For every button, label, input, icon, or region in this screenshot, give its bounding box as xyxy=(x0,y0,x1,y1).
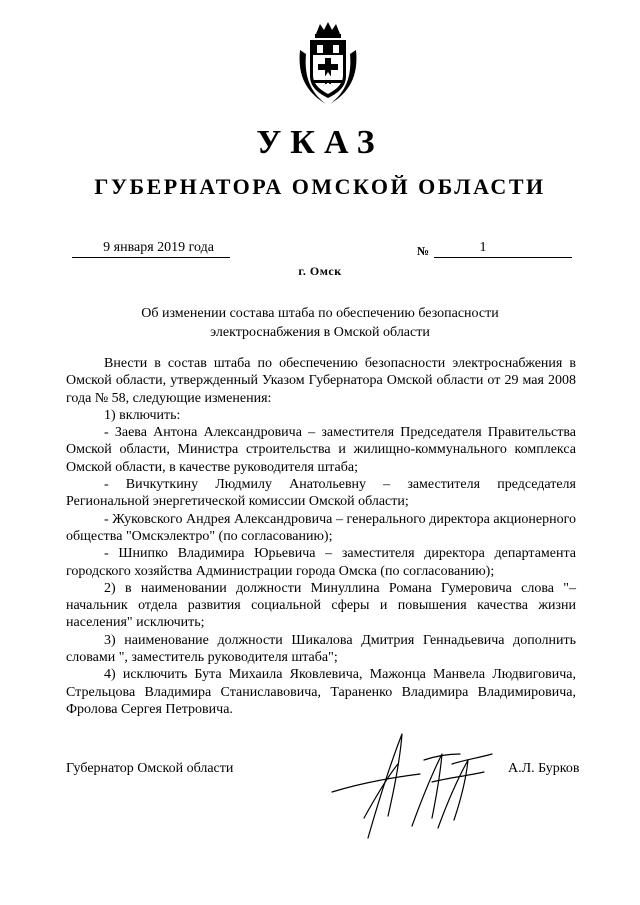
document-title: УКАЗ xyxy=(256,124,384,161)
heading-line-1: Об изменении состава штаба по обеспечению безопасности xyxy=(141,306,499,321)
city: г. Омск xyxy=(298,264,342,278)
body-paragraph: 1) включить: xyxy=(104,407,181,423)
body-paragraph: Внести в состав штаба по обеспечению безопасности электроснабжения в Омской области, утвержденный Указом Губернатора Омской области от 29 мая 2008 года № 58, следующие изменения: xyxy=(66,356,576,406)
body-paragraph: 3) наименование должности Шикалова Дмитрия Геннадьевича дополнить словами ", заместитель руководителя штаба"; xyxy=(66,632,576,666)
heading-line-2: электроснабжения в Омской области xyxy=(210,325,430,340)
number-label: № xyxy=(417,244,430,258)
signatory-name: А.Л. Бурков xyxy=(508,761,580,776)
document-date: 9 января 2019 года xyxy=(72,239,230,258)
document-number: 1 xyxy=(434,239,572,258)
body-paragraph: - Заева Антона Александровича – заместителя Председателя Правительства Омской области, Министра строительства и жилищно-коммунального комплекса Омской области, в качестве руководителя штаба; xyxy=(66,425,576,475)
body-paragraph: 2) в наименовании должности Минуллина Романа Гумеровича слова "– начальник отдела развития социальной сферы и повышения качества жизни населения" исключить; xyxy=(66,580,576,631)
body-paragraph: 4) исключить Бута Михаила Яковлевича, Мажонца Манвела Людвиговича, Стрельцова Владимира Станиславовича, Тараненко Владимира Владимировича, Фролова Сергея Петровича. xyxy=(66,667,576,717)
document-subtitle: ГУБЕРНАТОРА ОМСКОЙ ОБЛАСТИ xyxy=(94,174,546,199)
document-heading xyxy=(0,304,640,342)
coat-of-arms-icon xyxy=(296,20,360,106)
body-paragraph: - Вичкуткину Людмилу Анатольевну – заместителя председателя Региональной энергетической комиссии Омской области; xyxy=(66,477,576,510)
handwritten-signature xyxy=(328,720,498,840)
body-paragraph: - Жуковского Андрея Александровича – генерального директора акционерного общества "Омскэлектро" (по согласованию); xyxy=(66,511,576,544)
signatory-position: Губернатор Омской области xyxy=(66,761,234,776)
document-body xyxy=(66,355,576,718)
body-paragraph: - Шнипко Владимира Юрьевича – заместителя директора департамента городского хозяйства Администрации города Омска (по согласованию); xyxy=(66,546,576,579)
